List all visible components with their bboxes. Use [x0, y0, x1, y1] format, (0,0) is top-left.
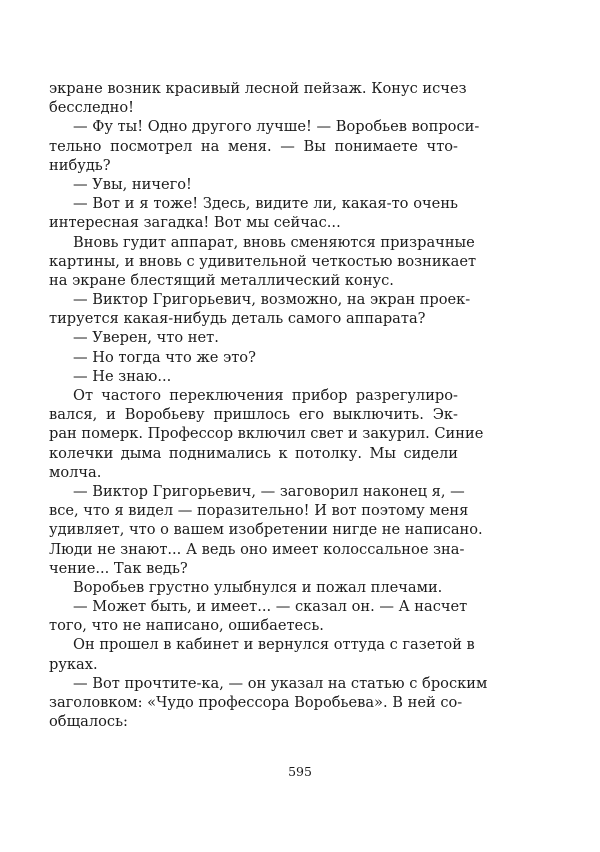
- text-line: — Фу ты! Одно другого лучше! — Воробьев вопроси-: [73, 118, 480, 136]
- text-line: нибудь?: [49, 156, 111, 174]
- text-line: — Вот прочтите-ка, — он указал на статью с броским: [73, 674, 488, 692]
- text-line: — Уверен, что нет.: [73, 329, 219, 347]
- text-line: на экране блестящий металлический конус.: [49, 271, 394, 289]
- text-line: все, что я видел — поразительно! И вот поэтому меня: [49, 502, 469, 520]
- text-line: — Не знаю...: [73, 367, 172, 385]
- text-line: колечки дыма поднимались к потолку. Мы сидели: [49, 444, 458, 462]
- text-line: — Но тогда что же это?: [73, 348, 256, 366]
- text-line: чение... Так ведь?: [49, 559, 188, 577]
- text-line: того, что не написано, ошибаетесь.: [49, 617, 324, 635]
- text-line: молча.: [49, 463, 102, 481]
- text-line: — Увы, ничего!: [73, 175, 192, 193]
- text-line: — Может быть, и имеет... — сказал он. — А насчет: [73, 598, 468, 616]
- text-line: интересная загадка! Вот мы сейчас...: [49, 214, 341, 232]
- text-line: Люди не знают... А ведь оно имеет колоссальное зна-: [49, 540, 465, 558]
- page-number: 595: [288, 764, 312, 779]
- text-line: От частого переключения прибор разрегулиро-: [73, 387, 458, 404]
- text-line: руках.: [49, 655, 98, 673]
- text-line: тируется какая-нибудь деталь самого аппарата?: [49, 310, 426, 328]
- body-text: [49, 79, 488, 731]
- text-line: ран померк. Профессор включил свет и закурил. Синие: [49, 425, 484, 443]
- text-line: общалось:: [49, 713, 128, 731]
- text-line: бесследно!: [49, 99, 135, 117]
- text-line: удивляет, что о вашем изобретении нигде не написано.: [49, 521, 483, 539]
- text-line: вался, и Воробьеву пришлось его выключить. Эк-: [49, 406, 458, 424]
- text-line: заголовком: «Чудо профессора Воробьева». В ней со-: [49, 694, 463, 711]
- text-line: Воробьев грустно улыбнулся и пожал плечами.: [73, 578, 443, 596]
- text-line: тельно посмотрел на меня. — Вы понимаете что-: [49, 137, 458, 155]
- text-line: — Вот и я тоже! Здесь, видите ли, какая-то очень: [73, 195, 458, 213]
- text-line: экране возник красивый лесной пейзаж. Конус исчез: [49, 80, 467, 97]
- text-line: картины, и вновь с удивительной четкостью возникает: [49, 252, 477, 270]
- text-line: — Виктор Григорьевич, — заговорил наконец я, —: [73, 482, 465, 500]
- text-line: Вновь гудит аппарат, вновь сменяются призрачные: [73, 233, 475, 251]
- text-line: — Виктор Григорьевич, возможно, на экран проек-: [73, 291, 471, 309]
- text-line: Он прошел в кабинет и вернулся оттуда с газетой в: [73, 636, 475, 654]
